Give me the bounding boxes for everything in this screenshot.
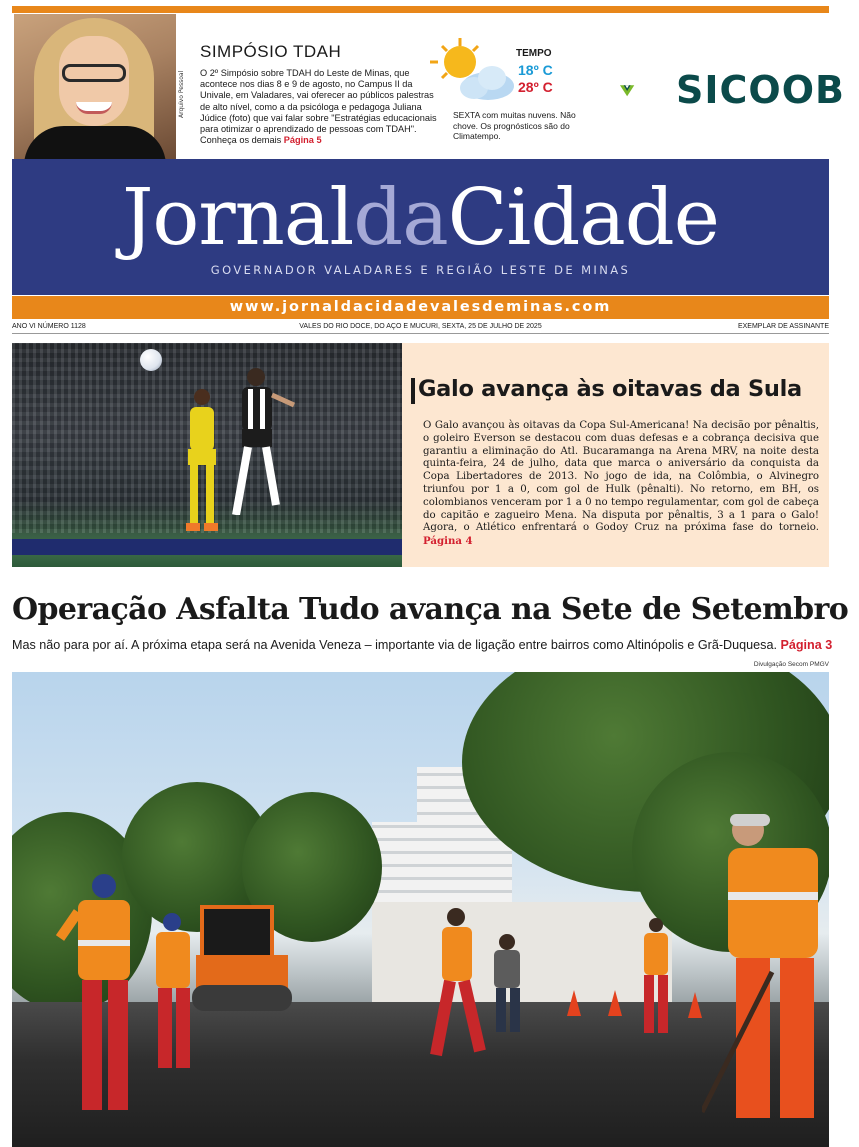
weather-label: TEMPO [516, 48, 552, 59]
sports-text [423, 420, 819, 549]
sports-title: Galo avança às oitavas da Sula [418, 376, 802, 402]
player-yellow-figure [180, 387, 224, 537]
portrait-photo [14, 14, 176, 160]
copy-type: EXEMPLAR DE ASSINANTE [737, 323, 829, 330]
edition-info [12, 322, 829, 334]
tdah-body: O 2º Simpósio sobre TDAH do Leste de Minas, que acontece nos dias 8 e 9 de agosto, no Campus II da Univale, em Valadares, vai oferecer ao públicos palestras de alto nível, como a da psicóloga e pedagoga Juliana Júdice (foto) que vai falar sobre "Estratégias educacionais para otimizar o aprendizado de pessoas com TDAH". Conheça os demais [200, 68, 437, 146]
temp-max: 28º C [518, 79, 553, 95]
edition-number: ANO VI NÚMERO 1128 [12, 323, 86, 330]
sicoob-logo-icon [620, 66, 676, 116]
worker-figure-5 [702, 812, 829, 1132]
masthead-title-cidade: Cidade [447, 173, 719, 263]
sports-title-accent [411, 378, 415, 404]
main-subhead [12, 638, 842, 652]
temp-min: 18º C [518, 62, 553, 78]
sports-photo [12, 343, 402, 567]
soccer-ball-icon [140, 349, 162, 371]
road-roller-figure [192, 897, 292, 1017]
main-photo [12, 672, 829, 1147]
sponsor-name: SICOOB [676, 68, 845, 112]
masthead-title-da: da [353, 173, 448, 263]
tdah-text [200, 68, 440, 146]
masthead-subtitle: GOVERNADOR VALADARES E REGIÃO LESTE DE MINAS [210, 263, 631, 277]
tdah-title: SIMPÓSIO TDAH [200, 42, 342, 61]
masthead [12, 159, 829, 295]
pedestrian-figure [482, 934, 532, 1034]
sports-page-link[interactable]: Página 4 [423, 535, 473, 548]
player-black-figure [226, 365, 296, 515]
worker-figure-2 [140, 912, 200, 1072]
main-headline: Operação Asfalta Tudo avança na Sete de Setembro [12, 592, 849, 627]
main-subhead-text: Mas não para por aí. A próxima etapa será na Avenida Veneza – importante via de ligação entre bairros como Altinópolis e Grã-Duquesa. [12, 638, 777, 652]
worker-figure-1 [56, 872, 146, 1122]
top-rule [12, 6, 829, 13]
sports-body: O Galo avançou às oitavas da Copa Sul-Americana! Na decisão por pênaltis, o goleiro Everson se destacou com duas defesas e a cobrança decisiva que garantiu a eliminação do Atl. Bucaramanga na Arena MRV, na noite desta quinta-feira, 24 de julho, data que marca o aniversário da conquista da Copa Libertadores de 2013. No jogo de ida, na Colômbia, o Alvinegro triunfou por 1 a 0, com gol de Hulk (pênalti). No retorno, em BH, os colombianos venceram por 1 a 0 no tempo regulamentar, com gol de cabeça do capitão e zagueiro Mena. Na disputa por pênaltis, 3 a 1 para o Galo! Agora, o Atlético enfrentará o Godoy Cruz na próxima fase do torneio. [423, 420, 819, 534]
worker-figure-4 [634, 917, 679, 1037]
tdah-page-link[interactable]: Página 5 [283, 135, 322, 146]
edition-dateline: VALES DO RIO DOCE, DO AÇO E MUCURI, SEXTA, 25 DE JULHO DE 2025 [299, 323, 542, 330]
portrait-credit: Arquivo Pessoal [178, 70, 185, 118]
main-page-link[interactable]: Página 3 [780, 638, 833, 652]
main-photo-credit: Divulgação Secom PMGV [753, 661, 829, 668]
sun-cloud-icon [430, 36, 520, 106]
weather-text: SEXTA com muitas nuvens. Não chove. Os prognósticos são do Climatempo. [453, 110, 576, 141]
website-url[interactable]: www.jornaldacidadevalesdeminas.com [12, 296, 829, 319]
masthead-title-jornal: Jornal [122, 173, 354, 263]
masthead-title [12, 173, 829, 263]
